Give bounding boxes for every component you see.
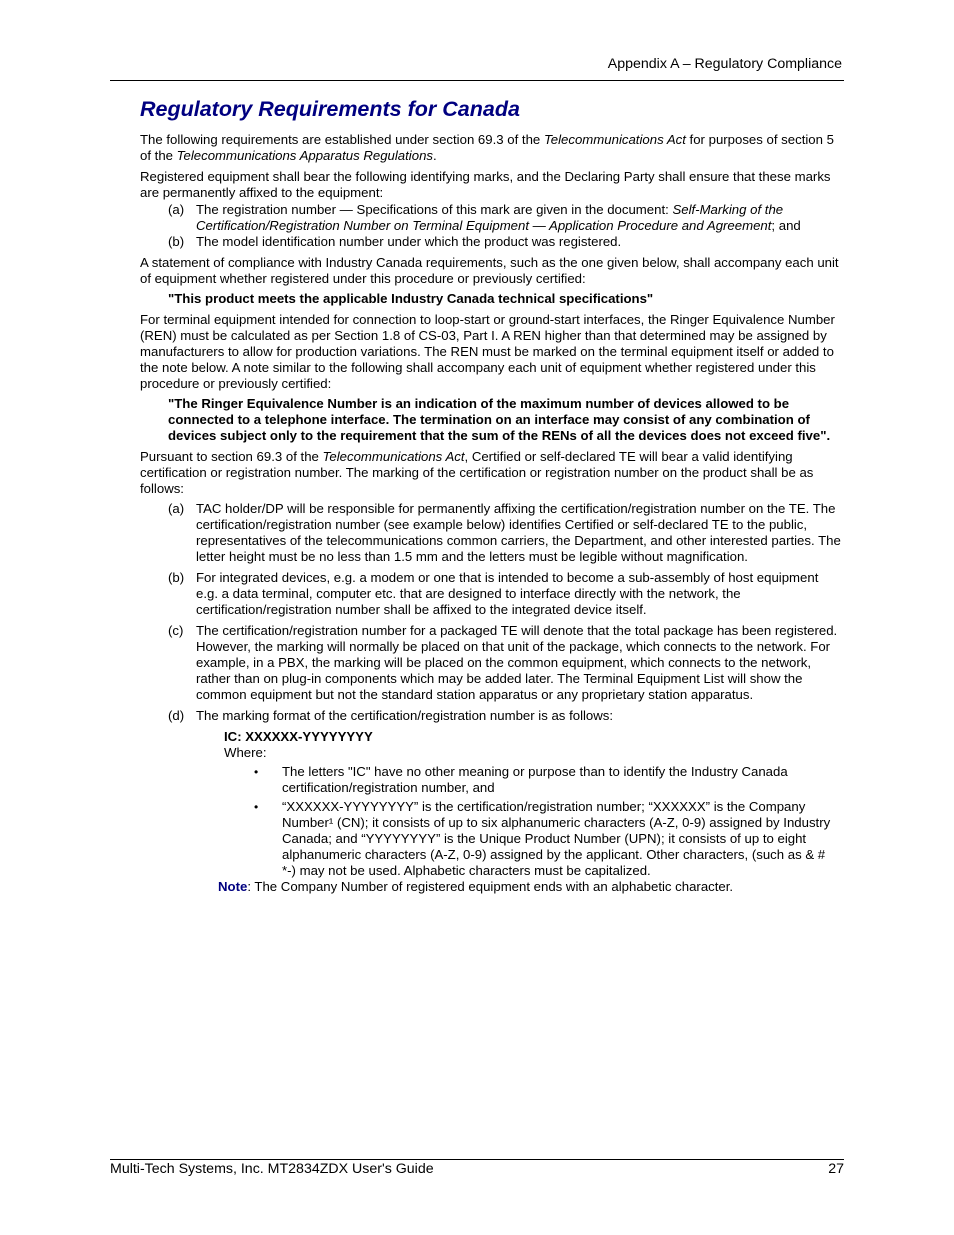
list-label: (c) — [168, 623, 184, 638]
footer-title: Multi-Tech Systems, Inc. MT2834ZDX User's Guide — [110, 1161, 434, 1177]
marks-list — [140, 202, 842, 250]
page-number: 27 — [828, 1161, 844, 1177]
compliance-statement: "This product meets the applicable Industry Canada technical specifications" — [168, 291, 654, 306]
bullet-text: The letters "IC" have no other meaning or purpose than to identify the Industry Canada certification/registration number, and — [282, 764, 788, 795]
marking-format — [224, 729, 842, 761]
list-label: (d) — [168, 708, 185, 723]
note-label: Note — [218, 879, 248, 894]
paragraph-compliance: A statement of compliance with Industry Canada requirements, such as the one given below, shall accompany each unit of equipment whether registered under this procedure or previously certified: — [140, 255, 839, 286]
list-label: (a) — [168, 501, 185, 516]
page-footer — [110, 1161, 844, 1177]
list-item — [140, 708, 842, 724]
list-item — [140, 501, 842, 565]
bullet-item — [252, 764, 842, 796]
paragraph-intro — [140, 132, 842, 164]
list-item — [140, 234, 842, 250]
list-text: For integrated devices, e.g. a modem or one that is intended to become a sub-assembly of host equipment e.g. a data terminal, computer etc. that are designed to interface directly with the network, the certification/registration number shall be affixed to the integrated device itself. — [196, 570, 819, 617]
text-run: The following requirements are established under section 69.3 of the — [140, 132, 544, 147]
list-text: The certification/registration number for a packaged TE will denote that the total package has been registered. However, the marking will normally be placed on that unit of the package, which connects to the network. For example, in a PBX, the marking will be placed on the common equipment, which connects to the network, rather than on plug-in components which may be added later. The Terminal Equipment List will show the common equipment but not the standard station apparatus or any proprietary station apparatus. — [196, 623, 838, 702]
list-label: (b) — [168, 570, 185, 585]
list-label: (a) — [168, 202, 185, 217]
paragraph-marks: Registered equipment shall bear the following identifying marks, and the Declaring Party shall ensure that these marks are permanently affixed to the equipment: — [140, 169, 831, 200]
ren-statement: "The Ringer Equivalence Number is an indication of the maximum number of devices allowed to be connected to a telephone interface. The termination on an interface may consist of any combination of devices subject only to the requirement that the sum of the RENs of all the devices does not exceed five". — [168, 396, 831, 443]
text-run: . — [433, 148, 437, 163]
note — [218, 879, 842, 895]
text-run: , Certified or self-declared TE will bear a valid identifying certification or registration number. The marking of the certification or registration number on the product shall be as follows: — [140, 449, 814, 496]
list-label: (b) — [168, 234, 185, 249]
section-title: Regulatory Requirements for Canada — [140, 97, 520, 121]
document-title: Self-Marking of the Certification/Registration Number on Terminal Equipment — Application Procedure and Agreement — [196, 202, 784, 233]
bullet-text: “XXXXXX-YYYYYYYY” is the certification/registration number; “XXXXXX” is the Company Number¹ (CN); it consists of up to six alphanumeric characters (A-Z, 0-9) assigned by Industry Canada; and “YYYYYYYY” is the Unique Product Number (UPN); it consists of up to eight alphanumeric characters (A-Z, 0-9) assigned by the applicant. Other characters, (such as & # *-) may not be used. Alphabetic characters must be capitalized. — [282, 799, 831, 878]
format-where: Where: — [224, 745, 267, 760]
act-title: Telecommunications Act — [322, 449, 465, 464]
format-code: IC: XXXXXX-YYYYYYYY — [224, 729, 373, 744]
list-item — [140, 570, 842, 618]
text-run: for purposes of section 5 of the — [140, 132, 834, 163]
paragraph-marking — [140, 449, 842, 497]
text-run: The registration number — Specifications of this mark are given in the document: — [196, 202, 673, 217]
list-text: TAC holder/DP will be responsible for permanently affixing the certification/registration number on the TE. The certification/registration number (see example below) identifies Certified or self-declared TE to the public, representatives of the telecommunications common carriers, the Department, and other interested parties. The letter height must be no less than 1.5 mm and the letters must be legible without magnification. — [196, 501, 841, 564]
header-rule — [110, 80, 844, 81]
footer-rule — [110, 1159, 844, 1160]
note-text: : The Company Number of registered equipment ends with an alphabetic character. — [247, 879, 734, 894]
bullet-icon: • — [254, 765, 259, 779]
act-title: Telecommunications Act — [543, 132, 686, 147]
regulations-title: Telecommunications Apparatus Regulations — [176, 148, 433, 163]
format-bullets — [252, 764, 842, 879]
marking-list — [140, 501, 842, 724]
list-item — [140, 623, 842, 703]
document-body — [140, 132, 842, 895]
list-item — [140, 202, 842, 234]
running-header: Appendix A – Regulatory Compliance — [607, 56, 842, 72]
bullet-icon: • — [254, 800, 259, 814]
list-text: The marking format of the certification/registration number is as follows: — [196, 708, 614, 723]
list-text — [196, 202, 842, 234]
list-text: The model identification number under which the product was registered. — [196, 234, 622, 249]
bullet-item — [252, 799, 842, 879]
text-run: Pursuant to section 69.3 of the — [140, 449, 323, 464]
text-run: ; and — [771, 218, 801, 233]
paragraph-ren: For terminal equipment intended for connection to loop-start or ground-start interfaces, the Ringer Equivalence Number (REN) must be calculated as per Section 1.8 of CS-03, Part I. A REN higher than that determined may be assigned by manufacturers to allow for production variations. The REN must be marked on the terminal equipment itself or added to the note below. A note similar to the following shall accompany each unit of equipment whether registered under this procedure or previously certified: — [140, 312, 835, 391]
